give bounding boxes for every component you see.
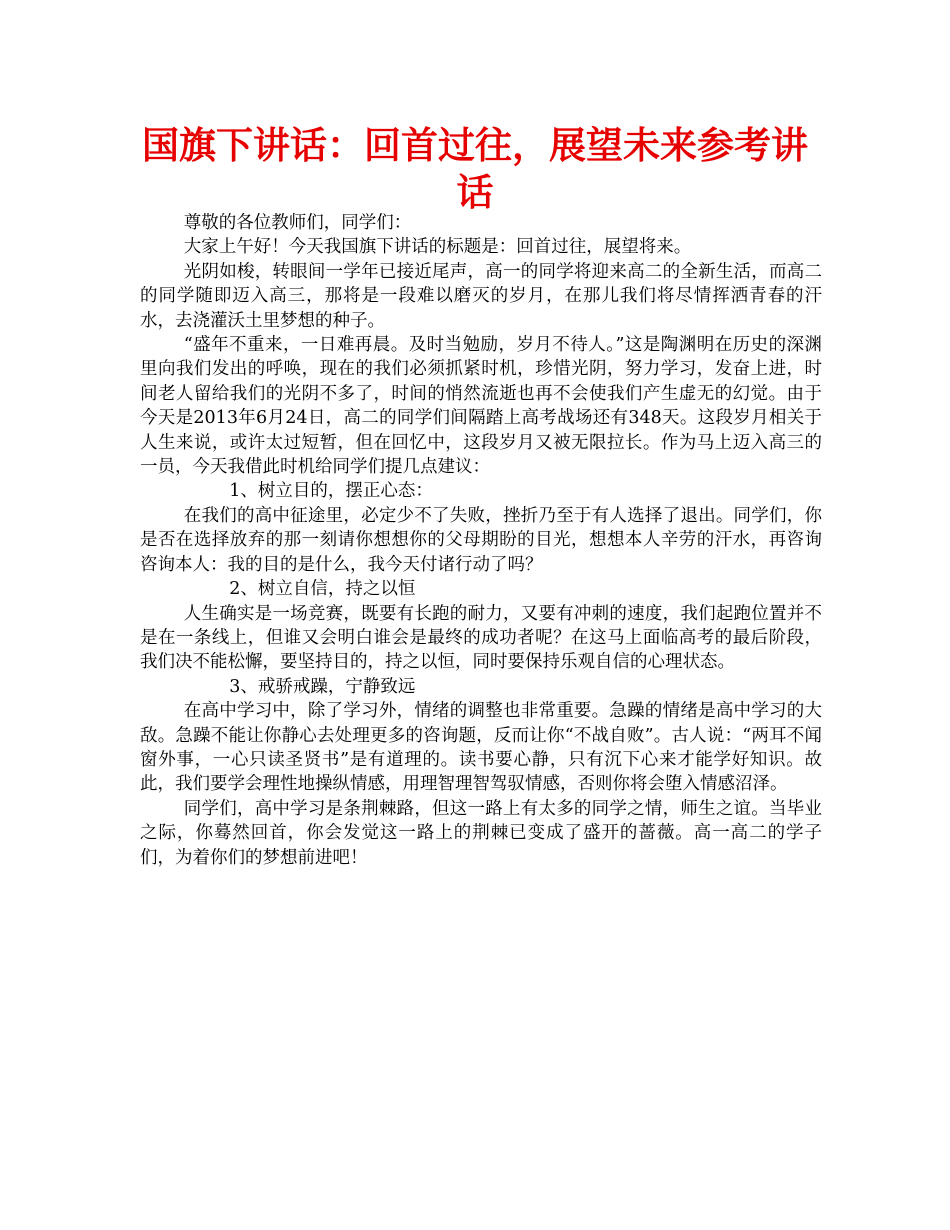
paragraph-greeting: 大家上午好！今天我国旗下讲话的标题是：回首过往，展望将来。: [183, 237, 692, 258]
section-heading-2: 2、树立自信，持之以恒: [229, 579, 416, 600]
salutation: 尊敬的各位教师们，同学们：: [183, 213, 412, 233]
paragraph-section-2: 人生确实是一场竞赛，既要有长跑的耐力，又要有冲刺的速度，我们起跑位置并不是在一条线上，但谁又会明白谁会是最终的成功者呢？在这马上面临高考的最后阶段，我们决不能松懈，要坚持目的，持之以恒，同时要保持乐观自信的心理状态。: [140, 603, 822, 673]
document-title: 国旗下讲话：回首过往，展望未来参考讲话: [142, 124, 808, 214]
paragraph-section-3: 在高中学习中，除了学习外，情绪的调整也非常重要。急躁的情绪是高中学习的大敌。急躁不能让你静心去处理更多的咨询题，反而让你“不战自败”。古人说：“两耳不闻窗外事，一心只读圣贤书”是有道理的。读书要心静，只有沉下心来才能学好知识。故此，我们要学会理性地操纵情感，用理智理智驾驭情感，否则你将会堕入情感沼泽。: [140, 701, 822, 795]
paragraph-section-1: 在我们的高中征途里，必定少不了失败，挫折乃至于有人选择了退出。同学们，你是否在选择放弃的那一刻请你想想你的父母期盼的目光，想想本人辛劳的汗水，再咨询咨询本人：我的目的是什么，我今天付诸行动了吗？: [140, 505, 822, 575]
document-body: [140, 211, 822, 870]
paragraph-quote: “盛年不重来，一日难再晨。及时当勉励，岁月不待人。”这是陶渊明在历史的深渊里向我们发出的呼唤，现在的我们必须抓紧时机，珍惜光阴，努力学习，发奋上进，时间老人留给我们的光阴不多了，时间的悄然流逝也再不会使我们产生虚无的幻觉。由于今天是2013年6月24日，高二的同学们间隔踏上高考战场还有348天。这段岁月相关于人生来说，或许太过短暂，但在回忆中，这段岁月又被无限拉长。作为马上迈入高三的一员，今天我借此时机给同学们提几点建议：: [140, 335, 822, 478]
section-heading-1: 1、树立目的，摆正心态：: [229, 481, 433, 502]
paragraph-time-flies: 光阴如梭，转眼间一学年已接近尾声，高一的同学将迎来高二的全新生活，而高二的同学随即迈入高三，那将是一段难以磨灭的岁月，在那儿我们将尽情挥洒青春的汗水，去浇灌沃土里梦想的种子。: [140, 261, 822, 331]
paragraph-closing: 同学们，高中学习是条荆棘路，但这一路上有太多的同学之情，师生之谊。当毕业之际，你蓦然回首，你会发觉这一路上的荆棘已变成了盛开的蔷薇。高一高二的学子们，为着你们的梦想前进吧！: [140, 798, 822, 868]
section-heading-3: 3、戒骄戒躁，宁静致远: [229, 676, 416, 697]
